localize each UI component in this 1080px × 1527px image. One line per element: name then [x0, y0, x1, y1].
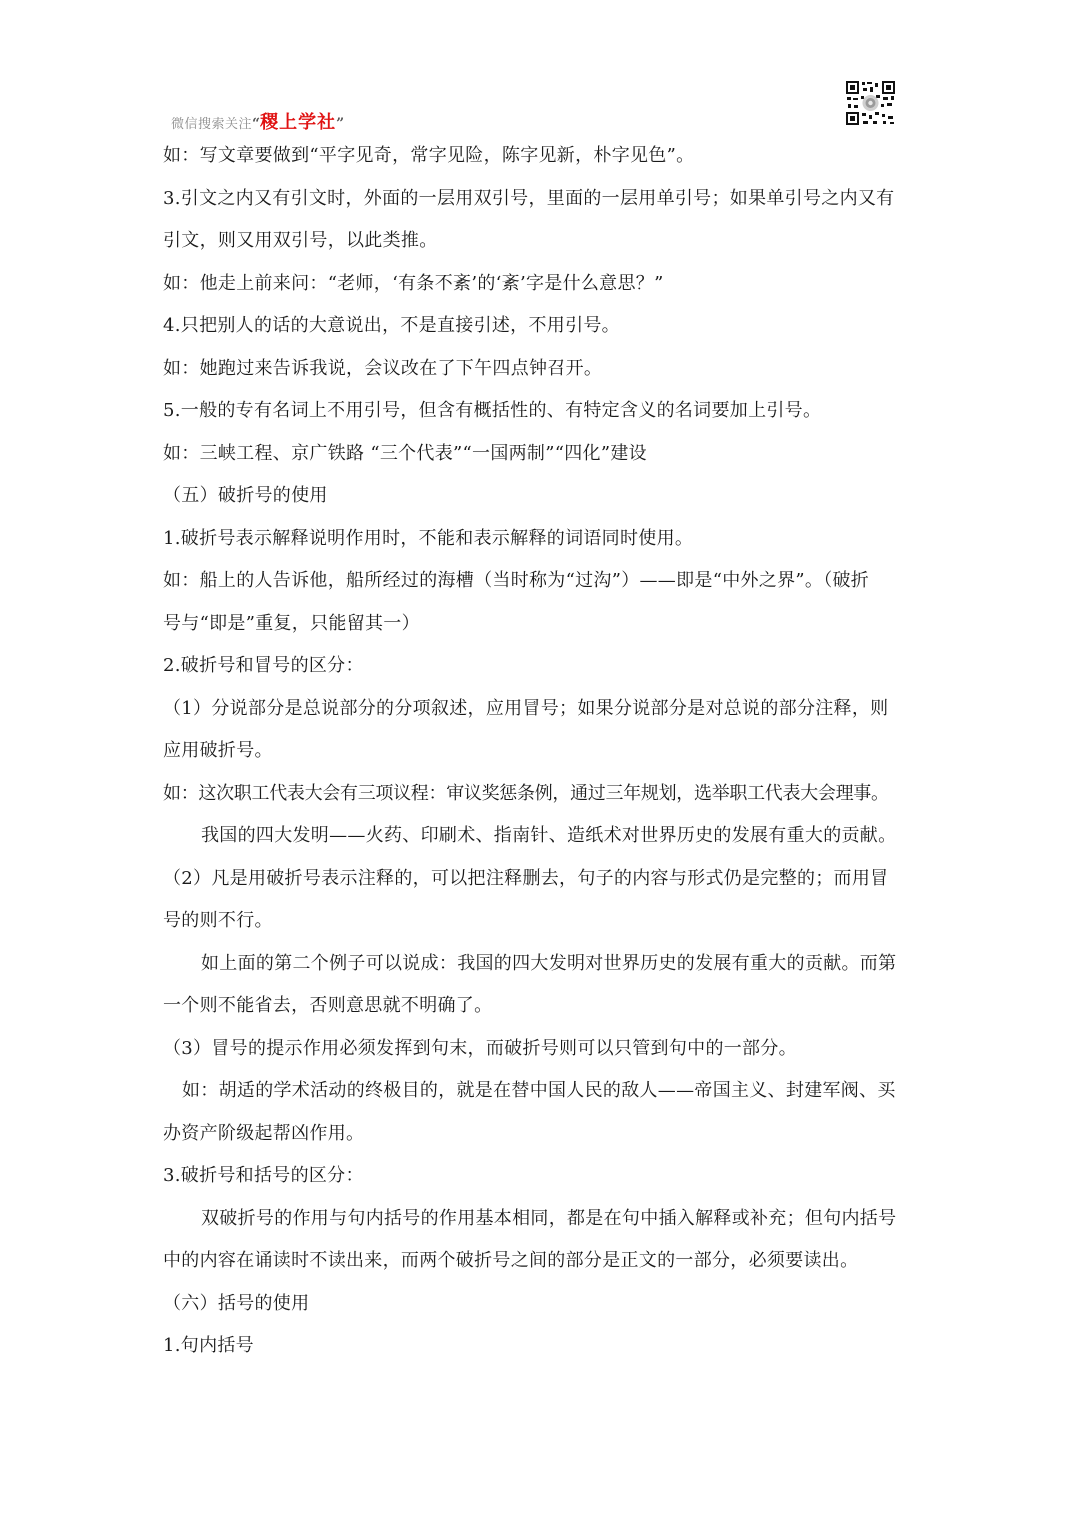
- text-line: 4.只把别人的话的大意说出，不是直接引述，不用引号。: [163, 315, 620, 336]
- text-line: 中的内容在诵读时不读出来，而两个破折号之间的部分是正文的一部分，必须要读出。: [163, 1250, 859, 1271]
- text-line: （1）分说部分是总说部分的分项叙述，应用冒号；如果分说部分是对总说的部分注释，则: [163, 697, 889, 719]
- text-line: 3.引文之内又有引文时，外面的一层用双引号，里面的一层用单引号；如果单引号之内又有: [163, 187, 895, 209]
- header-brand: 稷上学社: [260, 112, 337, 133]
- text-line: （2）凡是用破折号表示注释的，可以把注释删去，句子的内容与形式仍是完整的；而用冒: [163, 867, 889, 889]
- text-line: 如：他走上前来问：“老师，‘有条不紊’的‘紊’字是什么意思？”: [163, 272, 664, 294]
- text-line: 如：她跑过来告诉我说，会议改在了下午四点钟召开。: [163, 357, 603, 379]
- header-quote-close: ”: [336, 116, 345, 132]
- text-line: 号与“即是”重复，只能留其一）: [163, 612, 420, 634]
- text-line: 如：这次职工代表大会有三项议程：审议奖惩条例，通过三年规划，选举职工代表大会理事。: [163, 782, 889, 804]
- text-line: 一个则不能省去，否则意思就不明确了。: [163, 995, 493, 1016]
- text-line: 1.句内括号: [163, 1335, 254, 1356]
- watermark-header: [171, 108, 344, 136]
- header-quote-open: “: [252, 116, 261, 132]
- text-line: 如：船上的人告诉他，船所经过的海槽（当时称为“过沟”）——即是“中外之界”。（破折: [163, 570, 870, 591]
- text-line: （3）冒号的提示作用必须发挥到句末，而破折号则可以只管到句中的一部分。: [163, 1037, 797, 1059]
- text-line: 号的则不行。: [163, 910, 273, 931]
- text-line: 如：写文章要做到“平字见奇，常字见险，陈字见新，朴字见色”。: [163, 145, 695, 166]
- section-heading: （六）括号的使用: [163, 1292, 310, 1314]
- text-line: 引文，则又用双引号，以此类推。: [163, 230, 438, 251]
- text-line: 3.破折号和括号的区分：: [163, 1165, 364, 1186]
- text-line: 我国的四大发明——火药、印刷术、指南针、造纸术对世界历史的发展有重大的贡献。: [201, 825, 897, 846]
- text-line: 如：胡适的学术活动的终极目的，就是在替中国人民的敌人——帝国主义、封建军阀、买: [182, 1080, 896, 1101]
- section-heading: （五）破折号的使用: [163, 485, 328, 506]
- text-line: 2.破折号和冒号的区分：: [163, 655, 364, 676]
- text-line: 办资产阶级起帮凶作用。: [163, 1122, 365, 1144]
- qr-code-icon: [845, 80, 896, 126]
- text-line: 5.一般的专有名词上不用引号，但含有概括性的、有特定含义的名词要加上引号。: [163, 400, 822, 421]
- document-body: [163, 135, 923, 1368]
- text-line: 应用破折号。: [163, 740, 273, 761]
- text-line: 如上面的第二个例子可以说成：我国的四大发明对世界历史的发展有重大的贡献。而第: [201, 952, 897, 974]
- text-line: 1.破折号表示解释说明作用时，不能和表示解释的词语同时使用。: [163, 527, 694, 549]
- header-prefix: 微信搜索关注: [171, 117, 253, 132]
- text-line: 双破折号的作用与句内括号的作用基本相同，都是在句中插入解释或补充；但句内括号: [201, 1207, 897, 1229]
- text-line: 如：三峡工程、京广铁路 “三个代表”“一国两制”“四化”建设: [163, 442, 647, 464]
